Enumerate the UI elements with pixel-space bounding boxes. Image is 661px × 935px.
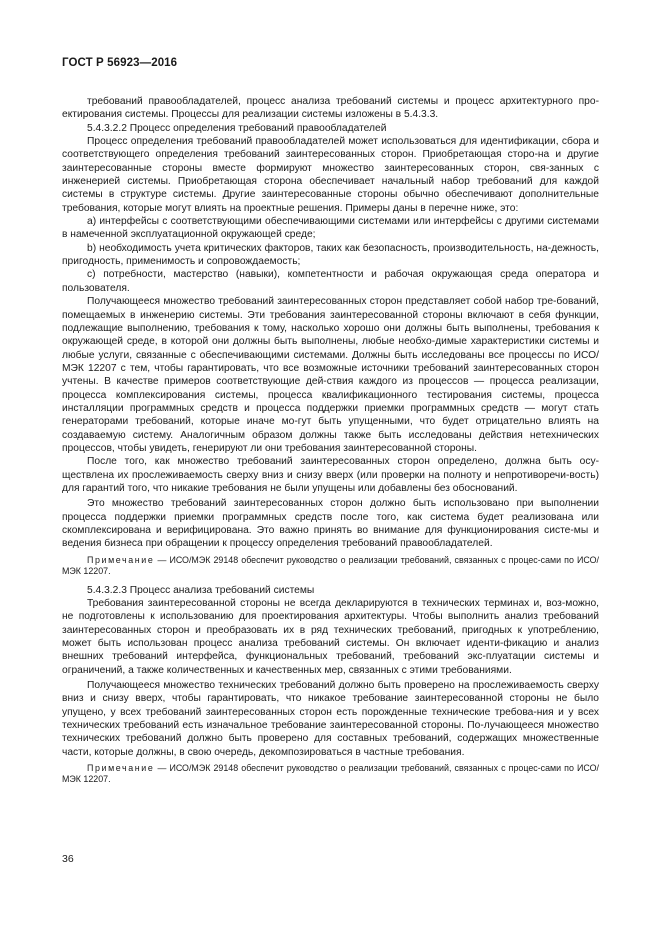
- list-item-c: c) потребности, мастерство (навыки), компетентности и рабочая окружающая среда оператора и пользователя.: [62, 269, 599, 294]
- page-number: 36: [62, 853, 74, 865]
- paragraph: Это множество требований заинтересованных сторон должно быть использовано при выполнении процесса поддержки приемки программных средств после того, как система будет реализована или скомплексирована и верифицирована. Это важно принять во внимание для функционирования систе-мы и ведения бизнеса при обращении к процессу определения требований правообладателей.: [62, 498, 599, 550]
- section-heading-5-4-3-2-2: 5.4.3.2.2 Процесс определения требований правообладателей: [87, 122, 387, 134]
- paragraph: Получающееся множество требований заинтересованных сторон представляет собой набор тре-бований, помещаемых в инженерию системы. Эти требования заинтересованной стороны включают в себя функции, подлежащие выполнению, требования к тому, насколько хорошо они должны быть выполнены, требования к окружающей среде, в которой они должны быть выполнены, любые необхо-димые характеристики системы и любые услуги, связанные с обеспечивающими системами. Должны быть исследованы все процессы по ИСО/МЭК 12207 с тем, чтобы гарантировать, что все возможные источники требований заинтересованных сторон учтены. В качестве примеров соответствующие дей-ствия каждого из процессов — процесса реализации, процесса комплексирования системы, процесса квалификационного тестирования системы, процесса инсталляции программных средств и процесса поддержки приемки программных средств — могут стать генераторами требований, которые иначе мо-гут быть упущенными, что будет отрицательно влиять на создаваемую систему. Аналогичным образом должны также быть исследованы действия нетехнических процессов, чтобы увидеть, генерируют ли они требования заинтересованной стороны.: [62, 296, 599, 454]
- document-body: [62, 95, 599, 792]
- section-heading-5-4-3-2-3: 5.4.3.2.3 Процесс анализа требований системы: [87, 584, 315, 596]
- note-label: Примечание: [87, 762, 155, 773]
- paragraph: Процесс определения требований правообладателей может использоваться для идентификации, сбора и соответствующего определения требований заинтересованных сторон. Приобретающая сторо-на и другие заинтересованные стороны вместе формируют множество заинтересованных сторон, свя-занных с инженерией системы. Приобретающая сторона обеспечивает начальный набор требований для каждой системы в структуре системы. Другие заинтересованные стороны обычно обеспечивают дополнительные требования, которые могут влиять на проектные решения. Примеры даны в перечне ниже, это:: [62, 136, 599, 214]
- note: [62, 763, 599, 786]
- note-label: Примечание: [87, 554, 155, 565]
- paragraph: Получающееся множество технических требований должно быть проверено на прослеживаемость сверху вниз и снизу вверх, чтобы гарантировать, что никакое требование заинтересованной стороны не было упущено, у всех требований заинтересованных сторон есть порожденные технические требова-ния и у всех технических требований есть изначальное требование заинтересованной стороны. По-лучающееся множество технических требований должно быть проверено для составных требований, содержащих множественные части, которые должны, в свою очередь, декомпозироваться в частные требования.: [62, 679, 599, 758]
- note-text: — ИСО/МЭК 29148 обеспечит руководство о реализации требований, связанных с процес-сами по ИСО/МЭК 12207.: [62, 554, 599, 577]
- paragraph: После того, как множество требований заинтересованных сторон определено, должна быть осу-ществлена их прослеживаемость сверху вниз и снизу вверх (или проверки на полноту и непротиворечи-вость) для гарантий того, что никакие требования не были упущены или добавлены без обоснований.: [62, 456, 599, 494]
- document-header: ГОСТ Р 56923—2016: [62, 57, 178, 69]
- paragraph-continuation: требований правообладателей, процесс анализа требований системы и процесс архитектурного про-ектирования системы. Процессы для реализации системы изложены в 5.4.3.3.: [62, 96, 599, 121]
- list-item-a: a) интерфейсы с соответствующими обеспечивающими системами или интерфейсы с другими системами в намеченной эксплуатационной окружающей среде;: [62, 216, 599, 241]
- list-item-b: b) необходимость учета критических факторов, таких как безопасность, производительность, на-дежность, пригодность, применимость и сопровождаемость;: [62, 242, 599, 268]
- note: [62, 555, 599, 578]
- paragraph: Требования заинтересованной стороны не всегда декларируются в технических терминах и, воз-можно, не подготовлены к использованию для проектирования архитектуры. Чтобы выполнить анализ требований заинтересованных сторон и преобразовать их в ряд технических требований, пригодных к употреблению, может быть использован процесс анализа требований системы. Он включает иденти-фикацию и анализ внешних требований интерфейса, функциональных требований, требований экс-плуатации системы и ограничений, а также количественных и качественных мер, связанных с этими требованиями.: [62, 597, 599, 676]
- note-text: — ИСО/МЭК 29148 обеспечит руководство о реализации требований, связанных с процес-сами по ИСО/МЭК 12207.: [62, 762, 599, 785]
